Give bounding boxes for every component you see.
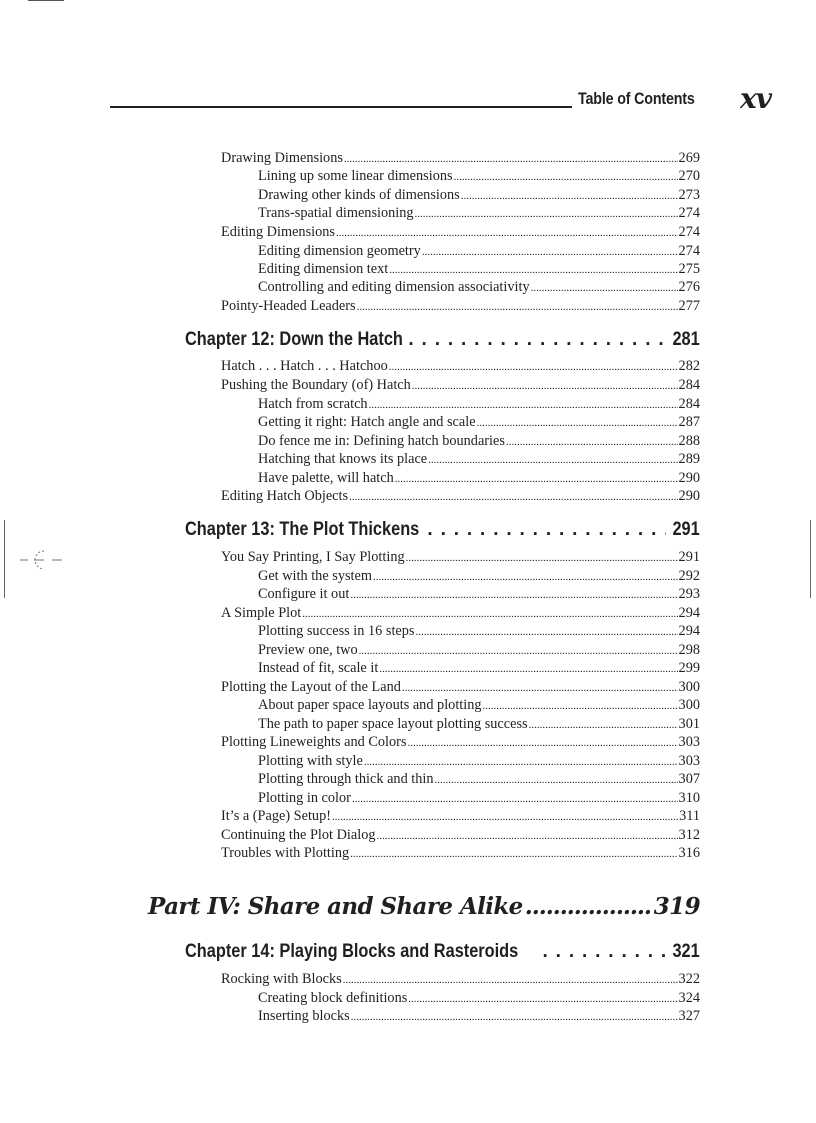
toc-chapter-12[interactable]: Chapter 12: Down the Hatch . . . 281 [185,327,700,353]
toc-entry[interactable]: Editing Hatch Objects ..... 290 [221,487,700,506]
toc-entry[interactable]: Lining up some linear dimensions ..... 270 [258,167,700,186]
toc-entry[interactable]: Plotting with style ..... 303 [258,752,700,771]
toc-entry[interactable]: Editing Dimensions ..... 274 [221,223,700,242]
crop-mark-top [28,0,64,1]
toc-entry[interactable]: Editing dimension geometry ..... 274 [258,242,700,261]
running-title: Table of Contents [578,89,695,108]
toc-part-4[interactable]: Part IV: Share and Share Alike ..... 319 [148,889,700,925]
crop-mark-left [4,520,5,598]
toc-entry[interactable]: Pointy-Headed Leaders ..... 277 [221,297,700,316]
toc-entry[interactable]: Plotting success in 16 steps ..... 294 [258,622,700,641]
header-rule [110,106,572,108]
toc-entry[interactable]: Do fence me in: Defining hatch boundaries ..... 288 [258,432,700,451]
toc-entry[interactable]: Troubles with Plotting ..... 316 [221,844,700,863]
toc-entry[interactable]: Have palette, will hatch ..... 290 [258,469,700,488]
toc-entry[interactable]: About paper space layouts and plotting ..... 300 [258,696,700,715]
toc-entry[interactable]: It’s a (Page) Setup! ..... 311 [221,807,700,826]
toc-entry[interactable]: Controlling and editing dimension associativity ..... 276 [258,278,700,297]
toc-entry[interactable]: Trans-spatial dimensioning ..... 274 [258,204,700,223]
toc-entry[interactable]: Getting it right: Hatch angle and scale ..... 287 [258,413,700,432]
toc-entry[interactable]: Configure it out ..... 293 [258,585,700,604]
toc-entry[interactable]: Drawing Dimensions ..... 269 [221,149,700,168]
toc-entry[interactable]: Get with the system ..... 292 [258,567,700,586]
page-folio: xv [740,82,771,115]
toc-chapter-14[interactable]: Chapter 14: Playing Blocks and Rasteroids . . . 321 [185,939,700,965]
toc-entry[interactable]: Plotting in color ..... 310 [258,789,700,808]
toc-entry[interactable]: Pushing the Boundary (of) Hatch ..... 284 [221,376,700,395]
toc-entry[interactable]: Creating block definitions ..... 324 [258,989,700,1008]
toc-chapter-13[interactable]: Chapter 13: The Plot Thickens . . . 291 [185,517,700,543]
crop-mark-right [810,520,811,598]
toc-entry[interactable]: Hatch . . . Hatch . . . Hatchoo ..... 282 [221,357,700,376]
registration-mark [18,545,66,575]
toc-entry[interactable]: Inserting blocks ..... 327 [258,1007,700,1026]
toc-entry[interactable]: Continuing the Plot Dialog ..... 312 [221,826,700,845]
toc-entry[interactable]: Plotting the Layout of the Land ..... 300 [221,678,700,697]
toc-entry[interactable]: Instead of fit, scale it ..... 299 [258,659,700,678]
toc-entry[interactable]: A Simple Plot ..... 294 [221,604,700,623]
toc-entry[interactable]: Hatching that knows its place ..... 289 [258,450,700,469]
toc-entry[interactable]: Plotting Lineweights and Colors ..... 303 [221,733,700,752]
toc-entry[interactable]: Editing dimension text ..... 275 [258,260,700,279]
toc-entry[interactable]: Preview one, two ..... 298 [258,641,700,660]
toc-entry[interactable]: The path to paper space layout plotting success ..... 301 [258,715,700,734]
toc-entry[interactable]: Hatch from scratch ..... 284 [258,395,700,414]
toc-entry[interactable]: You Say Printing, I Say Plotting ..... 291 [221,548,700,567]
toc-entry[interactable]: Plotting through thick and thin ..... 307 [258,770,700,789]
toc-entry[interactable]: Rocking with Blocks ..... 322 [221,970,700,989]
toc-entry[interactable]: Drawing other kinds of dimensions ..... 273 [258,186,700,205]
